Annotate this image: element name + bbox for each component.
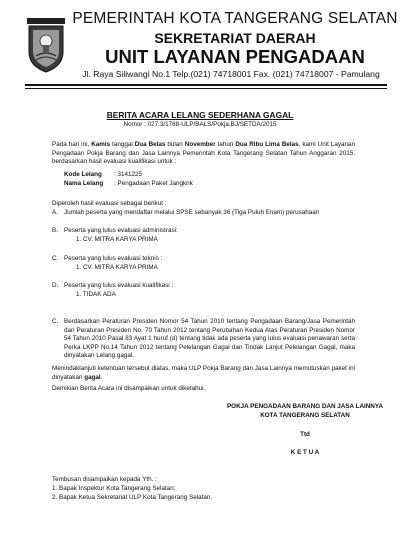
- item-d-text: Peserta yang lulus evaluasi kualifikasi :: [64, 282, 174, 289]
- item-c-text: Peserta yang lulus evaluasi teknis :: [64, 255, 163, 262]
- city-crest-icon: [26, 16, 66, 74]
- followup-paragraph: Menindaklanjuti ketentuan tersebut diatas, maka ULP Pokja Barang dan Jasa Lainnya memutuskan paket ini dinyatakan gagal.: [52, 365, 355, 381]
- document-title: BERITA ACARA LELANG SEDERHANA GAGAL: [106, 110, 294, 120]
- signature-ttd: Ttd: [300, 431, 310, 438]
- signature-org-line1: POKJA PENGADAAN BARANG DAN JASA LAINNYA: [226, 403, 384, 410]
- item-a-text: Jumlah peserta yang mendaftar melalui SPSE sebanyak 36 (Tiga Puluh Enam) perusahaan: [64, 209, 320, 216]
- kode-lelang-label: Kode Lelang: [64, 171, 102, 178]
- nama-lelang-value: : Pengadaan Paket Jangkrik: [114, 180, 193, 187]
- result-intro: Diperoleh hasil evaluasi sebagai berikut :: [52, 200, 167, 207]
- cc-intro: Tembusan disampaikan kepada Yth. :: [52, 476, 157, 483]
- item-b-sub: 1. CV. MITRA KARYA PRIMA: [76, 236, 158, 243]
- signature-org-line2: KOTA TANGERANG SELATAN: [260, 412, 350, 419]
- secretariat-name: SEKRETARIAT DAERAH: [154, 30, 316, 46]
- item-c-sub: 1. CV. MITRA KARYA PRIMA: [76, 264, 158, 271]
- nama-lelang-label: Nama Lelang: [64, 180, 104, 187]
- unit-name: UNIT LAYANAN PENGADAAN: [105, 46, 365, 67]
- header-rule-thick: [25, 84, 387, 86]
- opening-paragraph: Pada hari ini, Kamis tanggal Dua Belas bulan November tahun Dua Ribu Lima Belas, kami Unit Layanan Pengadaan Pokja Barang dan Jasa Lainnya Pemerintah Kota Tangerang Selatan Tahun Anggaran 2015, berdasarkan hasil evaluasi kualifikasi untuk :: [52, 141, 355, 166]
- letterhead: [0, 10, 400, 90]
- item-a-marker: A.: [52, 209, 58, 216]
- header-rule-thin: [25, 88, 387, 89]
- item-d-marker: D.: [52, 282, 59, 289]
- document-number: Nomor : 027.3/1788-ULP/BALS/Pokja.BJ/SETDA/2015: [123, 121, 277, 128]
- gov-name: PEMERINTAH KOTA TANGERANG SELATAN: [72, 10, 398, 27]
- item-b-text: Peserta yang lulus evaluasi administrasi:: [64, 227, 178, 234]
- signature-role: K E T U A: [290, 449, 320, 456]
- office-address: Jl. Raya Siliwangi No.1 Telp.(021) 74718001 Fax. (021) 74718007 - Pamulang: [82, 69, 380, 79]
- item-b-marker: B.: [52, 227, 58, 234]
- kode-lelang-value: : 3141225: [114, 171, 143, 178]
- cc-item-2: 2. Bapak Ketua Sekretariat ULP Kota Tangerang Selatan.: [52, 494, 213, 501]
- closing-sentence: Demikian Berita Acara ini disampaikan untuk diketahui.: [52, 385, 206, 392]
- legal-basis-paragraph: Berdasarkan Peraturan Presiden Nomor 54 Tahun 2010 tentang Pengadaan Barang/Jasa Pemerintah dan Peraturan Presiden No. 70 Tahun 2012 tentang Perubahan Kedua Atas Peraturan Presiden Nomor 54 Tahun 2010 Pasal 83 Ayat 1 huruf (d) tentang tidak ada peserta yang lulus evaluasi penawaran serta Perka LKPP No.14 Tahun 2012 tentang Pelelangan Gagal dan Tindak Lanjut Pelelangan Gagal, maka dinyatakan Lelang gagal.: [64, 318, 355, 360]
- item-c2-marker: C.: [52, 318, 59, 325]
- item-c-marker: C.: [52, 255, 59, 262]
- item-d-sub: 1. TIDAK ADA: [76, 291, 116, 298]
- cc-item-1: 1. Bapak Inspektur Kota Tangerang Selatan;: [52, 485, 176, 492]
